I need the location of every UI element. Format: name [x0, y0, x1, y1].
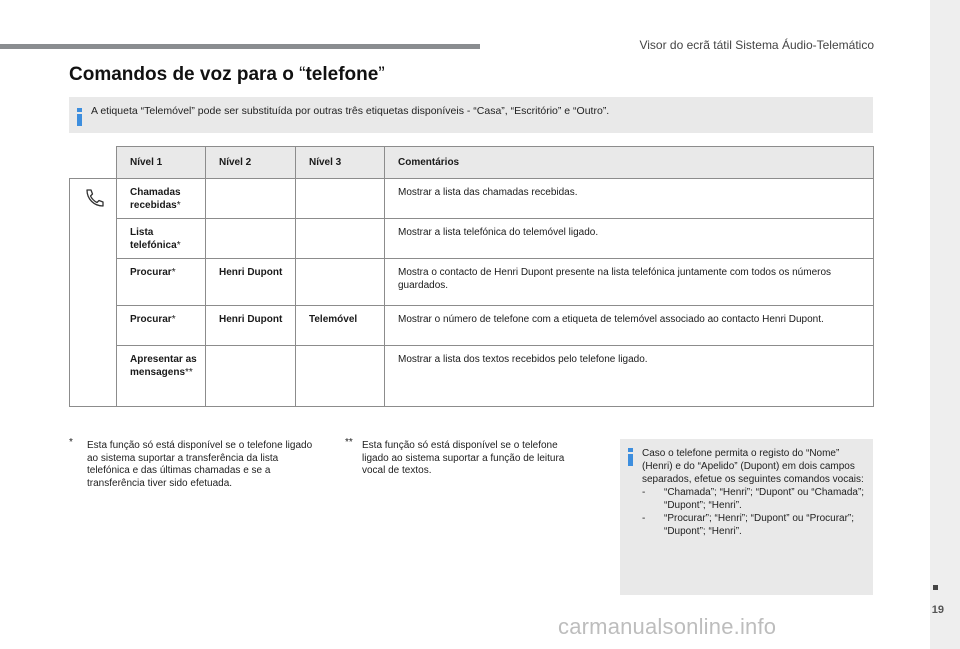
table-header-blank: [70, 147, 117, 179]
table-header-cell: Nível 2: [206, 147, 296, 179]
list-item: [642, 512, 867, 538]
footnote-star: **: [185, 367, 193, 378]
level3-cell: Telemóvel: [296, 306, 385, 346]
comment-cell: Mostrar o número de telefone com a etiqueta de telemóvel associado ao contacto Henri Dupont.: [385, 306, 874, 346]
level2-cell: [206, 219, 296, 259]
level1-text: Chamadas recebidas: [130, 187, 181, 211]
footnote-text: Esta função só está disponível se o telefone ligado ao sistema suportar a transferência da lista telefónica e das últimas chamadas e se a transferência tiver sido efetuada.: [87, 440, 313, 489]
level2-cell: [206, 179, 296, 219]
phone-icon-cell: [70, 179, 117, 407]
level1-text: Procurar: [130, 267, 172, 278]
footnote-star: *: [176, 240, 181, 251]
level1-cell: [117, 346, 206, 407]
tip-intro: Caso o telefone permita o registo do “Nome” (Henri) e do “Apelido” (Dupont) em dois campos separados, efetue os seguintes comandos vocais:: [642, 448, 864, 485]
level3-cell: [296, 219, 385, 259]
info-icon: [77, 108, 82, 126]
phone-icon: [84, 187, 106, 209]
page-title: [69, 64, 385, 86]
list-item-text: “Chamada”; “Henri”; “Dupont” ou “Chamada”; “Dupont”; “Henri”.: [664, 487, 865, 511]
comment-cell: Mostrar a lista telefónica do telemóvel ligado.: [385, 219, 874, 259]
level1-text: Lista telefónica: [130, 227, 177, 251]
footnote-mark: **: [345, 437, 353, 448]
level1-cell: [117, 219, 206, 259]
level1-cell: [117, 179, 206, 219]
footnote-star: *: [171, 314, 176, 325]
list-dash: -: [642, 513, 646, 524]
level2-cell: Henri Dupont: [206, 306, 296, 346]
level2-cell: Henri Dupont: [206, 259, 296, 306]
table-header-cell: Nível 3: [296, 147, 385, 179]
page-title-word: telefone: [305, 64, 379, 85]
level2-cell: [206, 346, 296, 407]
comment-cell: Mostra o contacto de Henri Dupont presente na lista telefónica juntamente com todos os números guardados.: [385, 259, 874, 306]
list-dash: -: [642, 487, 646, 498]
table-header-cell: Comentários: [385, 147, 874, 179]
footnote-text: Esta função só está disponível se o telefone ligado ao sistema suportar a função de leitura vocal de textos.: [362, 440, 565, 476]
level3-cell: [296, 179, 385, 219]
info-note: [69, 97, 873, 133]
level3-cell: [296, 259, 385, 306]
list-item-text: “Procurar”; “Henri”; “Dupont” ou “Procurar”; “Dupont”; “Henri”.: [664, 513, 855, 537]
header-rule: [0, 44, 480, 49]
section-title: Visor do ecrã tátil Sistema Áudio-Telemático: [639, 38, 874, 52]
title-close-quote: ”: [378, 64, 385, 85]
list-item: [642, 486, 867, 512]
tip-box: [620, 439, 873, 595]
page-title-main: Comandos de voz para o: [69, 64, 300, 85]
footnote-star: *: [176, 200, 181, 211]
info-icon: [628, 448, 633, 466]
level1-cell: [117, 306, 206, 346]
table-header-cell: Nível 1: [117, 147, 206, 179]
level1-cell: [117, 259, 206, 306]
comment-cell: Mostrar a lista dos textos recebidos pelo telefone ligado.: [385, 346, 874, 407]
tip-text: [642, 447, 867, 538]
table-row: [70, 346, 874, 407]
level3-cell: [296, 346, 385, 407]
table-row: [70, 179, 874, 219]
page-number: 19: [931, 604, 944, 616]
footnote-mark: *: [69, 437, 73, 448]
footnote-star: *: [171, 267, 176, 278]
watermark: carmanualsonline.info: [558, 614, 777, 639]
voice-commands-table: [69, 146, 874, 407]
table-header-row: [70, 147, 874, 179]
table-row: [70, 259, 874, 306]
level1-text: Apresentar as mensagens: [130, 354, 197, 378]
page-marker: [933, 585, 938, 590]
table-row: [70, 306, 874, 346]
table-row: [70, 219, 874, 259]
page-side-strip: [930, 0, 960, 649]
comment-cell: Mostrar a lista das chamadas recebidas.: [385, 179, 874, 219]
title-open-quote: “: [299, 64, 306, 85]
info-note-text: A etiqueta “Telemóvel” pode ser substituída por outras três etiquetas disponíveis - “Casa”, “Escritório” e “Outro”.: [91, 105, 610, 117]
level1-text: Procurar: [130, 314, 172, 325]
